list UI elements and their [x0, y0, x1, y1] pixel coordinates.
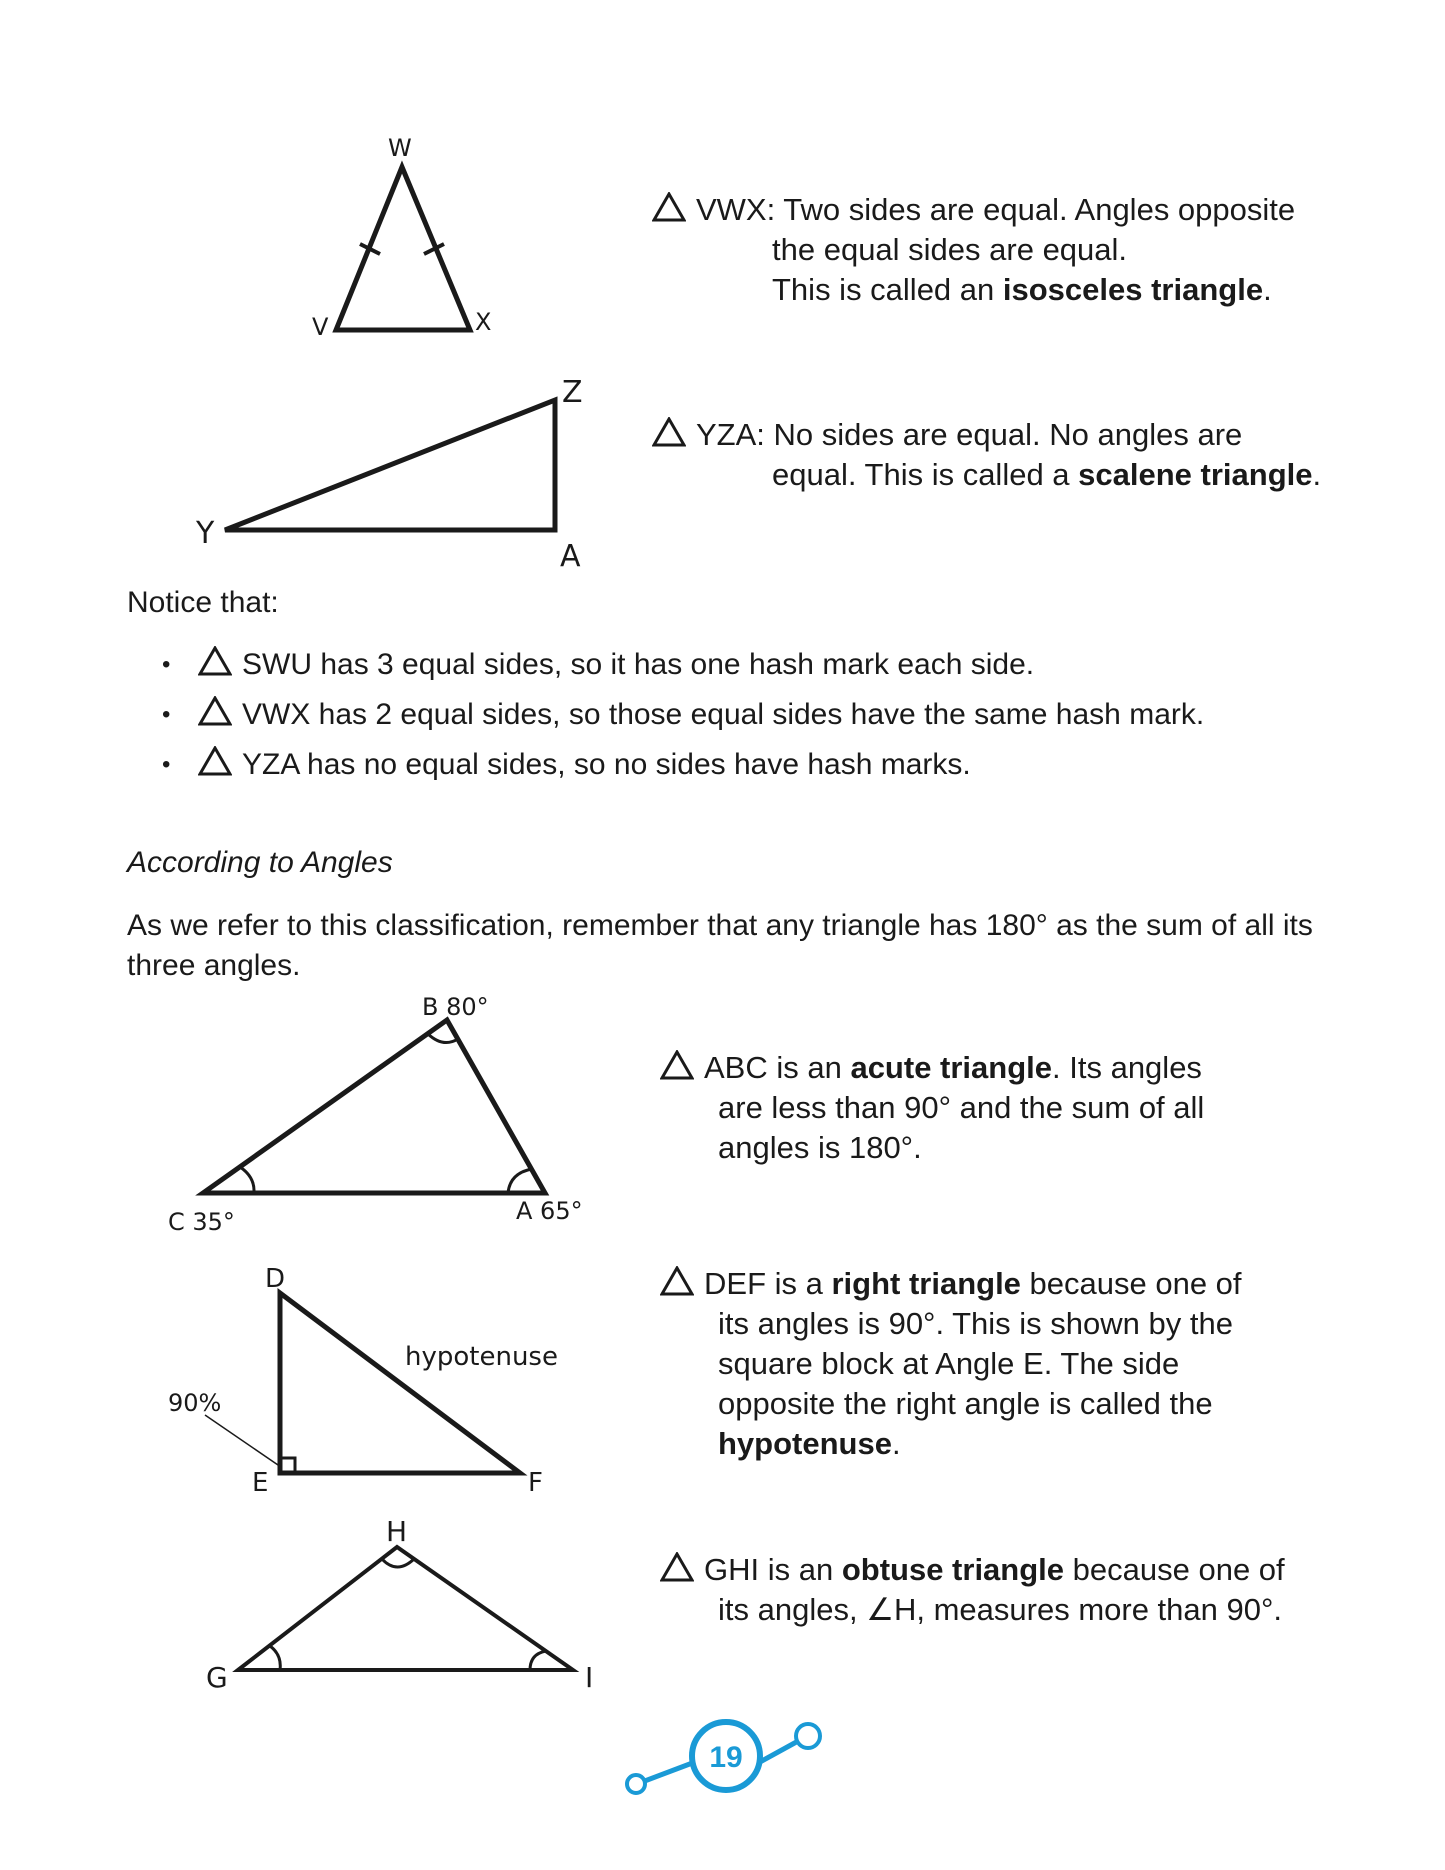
triangle-vwx: [336, 167, 470, 330]
triangle-def: [280, 1293, 520, 1473]
term-obtuse: obtuse triangle: [841, 1552, 1065, 1587]
abc-pre: ABC is an: [704, 1050, 851, 1085]
triangle-symbol-icon: [652, 417, 686, 447]
angle-arc-h: [382, 1559, 414, 1567]
section-paragraph: As we refer to this classification, remember that any triangle has 180° as the sum of all its three angles.: [127, 909, 1313, 982]
label-v: V: [312, 313, 329, 341]
label-y: Y: [196, 516, 215, 551]
name-yza: YZA:: [696, 417, 765, 452]
page-number-ornament: [620, 1700, 840, 1810]
label-angle-e: 90%: [168, 1389, 222, 1417]
label-c: C 35°: [168, 1208, 235, 1236]
angle-arc-g: [270, 1646, 280, 1670]
list-item: • VWX has 2 equal sides, so those equal sides have the same hash mark.: [162, 690, 1204, 740]
right-triangle-figure: [160, 1255, 580, 1498]
yza-line1: No sides are equal. No angles are: [773, 417, 1243, 452]
right-angle-square: [281, 1458, 295, 1472]
angle-pointer-line: [205, 1415, 278, 1465]
ornament-small-circle-right: [796, 1724, 820, 1748]
ghi-line1-post: because one of: [1064, 1552, 1285, 1587]
def-pre: DEF is a: [704, 1266, 832, 1301]
yza-line2-pre: equal. This is called a: [772, 457, 1079, 492]
label-b: B 80°: [422, 993, 489, 1021]
vwx-line1: Two sides are equal. Angles opposite: [783, 192, 1296, 227]
angle-arc-i: [530, 1651, 546, 1670]
vwx-line3-post: .: [1263, 272, 1272, 307]
label-e: E: [252, 1468, 269, 1498]
def-line5-post: .: [891, 1426, 901, 1461]
def-line1-post: because one of: [1020, 1266, 1242, 1301]
triangle-symbol-icon: [198, 696, 232, 726]
abc-line2: are less than 90° and the sum of all: [718, 1090, 1205, 1125]
description-def: [660, 1264, 1242, 1464]
page-number: 19: [709, 1741, 743, 1774]
list-item: • YZA has no equal sides, so no sides have hash marks.: [162, 740, 1204, 790]
obtuse-triangle-figure: [190, 1505, 610, 1705]
description-vwx: [652, 190, 1295, 310]
label-g: G: [206, 1661, 228, 1694]
vwx-line3-pre: This is called an: [772, 272, 1003, 307]
scalene-triangle-figure: [190, 370, 610, 574]
triangle-symbol-icon: [198, 746, 232, 776]
description-yza: [652, 415, 1321, 495]
abc-line1-post: . Its angles: [1052, 1050, 1202, 1085]
notice-bullet-list: [162, 640, 1204, 790]
ornament-small-circle-left: [627, 1775, 645, 1793]
label-d: D: [265, 1264, 286, 1294]
ghi-line2: its angles, ∠H, measures more than 90°.: [718, 1592, 1282, 1627]
label-f: F: [528, 1468, 543, 1498]
def-line4: opposite the right angle is called the: [718, 1386, 1213, 1421]
yza-line2-post: .: [1312, 457, 1322, 492]
description-abc: [660, 1048, 1204, 1168]
label-i: I: [585, 1661, 594, 1694]
label-h: H: [386, 1515, 408, 1548]
term-isosceles: isosceles triangle: [1002, 272, 1264, 307]
isosceles-triangle-figure: [300, 130, 520, 350]
angle-arc-c: [240, 1167, 254, 1193]
term-acute: acute triangle: [850, 1050, 1053, 1085]
label-a: A 65°: [516, 1197, 583, 1225]
section-heading: According to Angles: [127, 846, 393, 879]
label-x: X: [475, 308, 492, 336]
triangle-symbol-icon: [198, 646, 232, 676]
triangle-symbol-icon: [660, 1552, 694, 1582]
term-scalene: scalene triangle: [1078, 457, 1313, 492]
term-hypotenuse: hypotenuse: [718, 1426, 892, 1461]
ghi-pre: GHI is an: [704, 1552, 842, 1587]
term-right: right triangle: [831, 1266, 1021, 1301]
def-line3: square block at Angle E. The side: [718, 1346, 1180, 1381]
triangle-symbol-icon: [660, 1266, 694, 1296]
vwx-line2: the equal sides are equal.: [772, 232, 1128, 267]
label-w: W: [388, 134, 412, 162]
label-a: A: [560, 539, 581, 574]
label-hypotenuse: hypotenuse: [405, 1342, 558, 1372]
label-z: Z: [562, 375, 583, 410]
abc-line3: angles is 180°.: [718, 1130, 922, 1165]
notice-title: Notice that:: [127, 586, 279, 619]
angle-arc-a: [508, 1169, 532, 1193]
triangle-yza: [225, 400, 555, 530]
name-vwx: VWX:: [696, 192, 776, 227]
triangle-symbol-icon: [652, 192, 686, 222]
description-ghi: [660, 1550, 1285, 1630]
list-item: • SWU has 3 equal sides, so it has one hash mark each side.: [162, 640, 1204, 690]
triangle-symbol-icon: [660, 1050, 694, 1080]
def-line2: its angles is 90°. This is shown by the: [718, 1306, 1233, 1341]
acute-triangle-figure: [160, 985, 600, 1245]
triangle-abc: [203, 1020, 545, 1193]
